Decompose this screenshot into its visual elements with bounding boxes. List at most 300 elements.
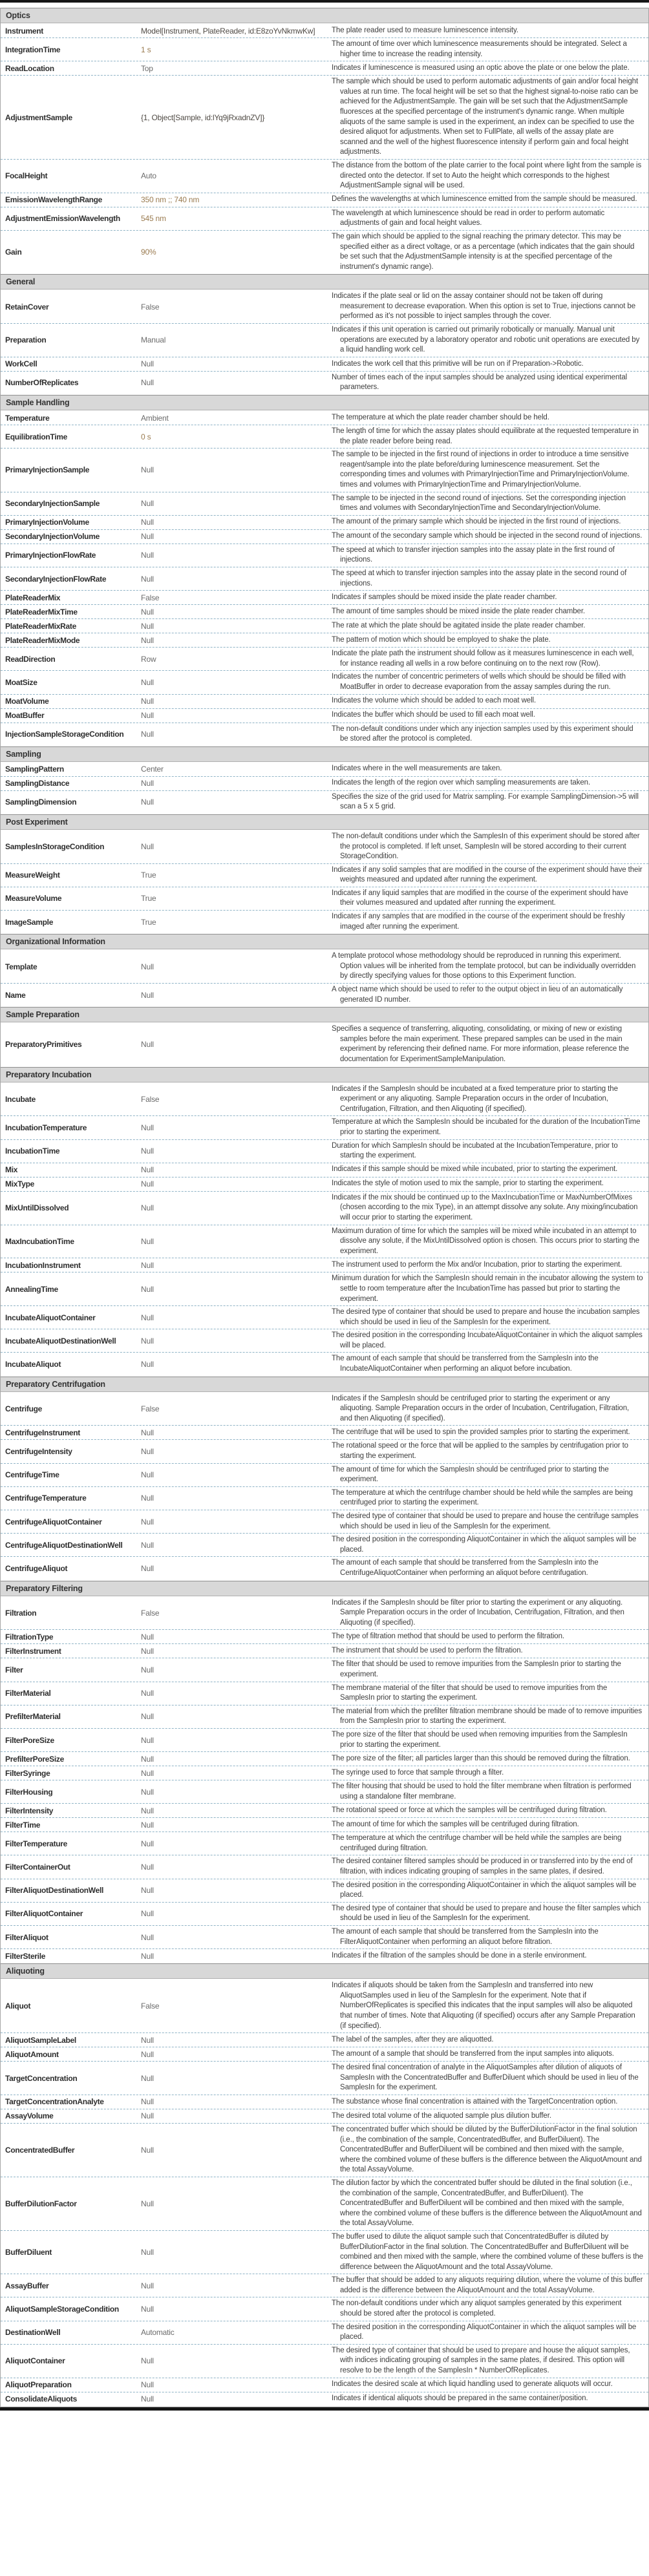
option-value: Null [141,1260,154,1270]
option-value: Null [141,1646,154,1656]
option-description: Indicates if identical aliquots should be prepared in the same container/position. [332,2394,588,2403]
top-border [0,0,649,3]
option-value: Null [141,1886,154,1895]
option-row [1,708,648,723]
options-section [1,934,648,1007]
option-row [1,776,648,790]
option-value: Null [141,1179,154,1189]
option-value: Null [141,1313,154,1322]
option-row [1,529,648,544]
option-description: The amount of time for which the samples will be centrifuged during filtration. [332,1820,579,1828]
option-name: IntegrationTime [5,45,61,54]
option-description: The amount of time for which the SamplesIn should be centrifuged prior to starting the experiment. [332,1465,609,1484]
option-name: SamplingPattern [5,765,64,774]
option-row [1,1305,648,1329]
option-description: The amount of time over which luminescence measurements should be integrated. Select a higher time to increase the reading intensity. [332,40,627,58]
option-description: A object name which should be used to refer to the output object in lieu of an automatically generated ID number. [332,986,623,1004]
option-value: Null [141,1165,154,1175]
option-name: Filter [5,1665,23,1674]
option-value: Null [141,1932,154,1942]
option-description: The non-default conditions under which any injection samples used by this experiment should be stored after the protocol is completed. [332,724,633,743]
option-row [1,2344,648,2378]
option-name: PlateReaderMixMode [5,635,80,645]
option-name: MaxIncubationTime [5,1236,74,1246]
option-row [1,1115,648,1139]
option-name: AdjustmentEmissionWavelength [5,214,120,224]
option-name: DestinationWell [5,2328,61,2338]
option-name: ConsolidateAliquots [5,2394,77,2404]
option-name: SamplesInStorageCondition [5,842,105,852]
option-name: MoatVolume [5,697,49,706]
option-name: MeasureVolume [5,894,62,903]
option-description: The amount of the secondary sample which should be injected in the second round of injections. [332,532,643,540]
option-name: CentrifugeAliquot [5,1563,68,1573]
option-name: SamplingDistance [5,779,70,788]
option-row [1,448,648,491]
option-value: Null [141,1360,154,1369]
option-value: 350 nm ;; 740 nm [141,195,200,205]
option-description: The desired final concentration of analyte in the AliquotSamples after dilution of aliquots of SamplesIn with the ConcentratedBuffer and BufferDiluent which should be used in lieu of the SamplesIn for the experiment. [332,2064,639,2092]
option-row [1,2274,648,2297]
section-header-label: Preparatory Incubation [6,1070,92,1079]
option-name: BufferDilutionFactor [5,2199,77,2208]
option-row [1,1629,648,1643]
option-name: FocalHeight [5,171,48,181]
option-description: The amount of the primary sample which should be injected in the first round of injections. [332,518,621,526]
option-row [1,2297,648,2320]
option-row [1,2061,648,2095]
option-name: CentrifugeTime [5,1470,59,1480]
option-value: Null [141,1712,154,1722]
option-value: False [141,2001,160,2011]
option-value: False [141,1094,160,1104]
option-description: The desired type of container that should be used to prepare and house the filter samples which should be used in lieu of the SamplesIn for the experiment. [332,1904,641,1923]
option-name: FilterHousing [5,1787,53,1797]
option-row [1,618,648,633]
option-value: Null [141,697,154,706]
option-value: Null [141,1863,154,1872]
option-row [1,2109,648,2123]
option-value: Null [141,532,154,542]
option-value: True [141,917,156,927]
section-body [1,949,648,1007]
option-value: 0 s [141,432,151,441]
option-name: MoatSize [5,677,37,687]
option-value: Automatic [141,2328,175,2338]
option-name: FilterAliquotDestinationWell [5,1886,104,1895]
options-section [1,1007,648,1066]
option-name: PlateReaderMix [5,593,61,602]
option-row [1,323,648,357]
option-name: IncubateAliquotDestinationWell [5,1336,116,1346]
option-row [1,2123,648,2177]
option-name: Aliquot [5,2001,31,2011]
option-value: False [141,302,160,311]
option-name: CentrifugeAliquotContainer [5,1517,102,1526]
option-name: PrimaryInjectionSample [5,465,90,475]
option-row [1,1258,648,1272]
option-value: Row [141,654,156,664]
option-value: Null [141,1806,154,1815]
option-value: Null [141,551,154,560]
option-row [1,647,648,670]
option-row [1,1352,648,1375]
option-name: FilterContainerOut [5,1863,70,1872]
option-description: Temperature at which the SamplesIn should be incubated for the duration of the IncubationTime prior to starting the experiment. [332,1118,641,1136]
option-name: MixType [5,1179,35,1189]
option-row [1,1272,648,1305]
option-name: PrimaryInjectionFlowRate [5,551,96,560]
option-name: MixUntilDissolved [5,1203,69,1213]
option-description: Indicates if the mix should be continued up to the MaxIncubationTime or MaxNumberOfMixes (chosen according to the mix Type), in an attempt dissolve any solute. Any mixing/incubation will occur prior to starting the experiment. [332,1193,638,1221]
option-row [1,1925,648,1948]
section-body [1,762,648,814]
option-description: Specifies the size of the grid used for Matrix sampling. For example SamplingDimension->5 will scan a 5 x 5 grid. [332,792,639,811]
option-description: The centrifuge that will be used to spin the provided samples prior to starting the experiment. [332,1428,630,1437]
section-body [1,1082,648,1377]
option-description: The amount of each sample that should be transferred from the SamplesIn into the IncubateAliquotContainer when performing an aliquot before incubation. [332,1355,599,1373]
option-row [1,1643,648,1658]
option-value: Null [141,1203,154,1213]
option-row [1,1425,648,1439]
option-row [1,230,648,273]
option-description: The type of filtration method that should be used to perform the filtration. [332,1632,564,1641]
option-row [1,2378,648,2392]
option-name: Filtration [5,1608,37,1618]
option-row [1,411,648,425]
option-value: Null [141,1236,154,1246]
option-name: PlateReaderMixRate [5,621,76,631]
option-description: The filter housing that should be used to hold the filter membrane when filtration is performed using a standalone filter membrane. [332,1782,632,1800]
option-description: The buffer used to dilute the aliquot sample such that ConcentratedBuffer is diluted by BufferDilutionFactor in the final solution. The ConcentratedBuffer and BufferDiluent will be combined and then mixed with the sample, where the combined volume of these buffers is the difference between the AliquotAmount and the total AssayVolume. [332,2232,643,2271]
option-description: The desired type of container that should be used to prepare and house the aliquot samples, with indices indicating grouping of samples in the same plates, if desired. This option will resolve to be the length of the SamplesIn * NumberOfReplicates. [332,2346,630,2375]
option-value: Null [141,1689,154,1698]
option-name: SamplingDimension [5,797,77,807]
option-description: The desired type of container that should be used to prepare and house the centrifuge samples which should be used in lieu of the SamplesIn for the experiment. [332,1512,639,1530]
section-body [1,1596,648,1964]
option-description: The desired position in the corresponding AliquotContainer in which the aliquot samples will be placed. [332,2323,637,2341]
option-description: Indicate the plate path the instrument should follow as it measures luminescence in each well, for instance reading all wells in a row before continuing on to the next row (Row). [332,649,634,668]
option-row [1,61,648,75]
options-section [1,274,648,395]
option-description: Minimum duration for which the SamplesIn should remain in the incubator allowing the system to settle to room temperature after the IncubationTime has passed but prior to starting the experiment. [332,1274,643,1303]
option-value: Null [141,1951,154,1961]
option-value: Null [141,2380,154,2390]
option-description: Indicates the style of motion used to mix the sample, prior to starting the experiment. [332,1179,604,1188]
option-value: {1, Object[Sample, id:lYq9jRxadnZV]} [141,112,265,122]
option-value: Null [141,359,154,369]
option-description: Indicates if the SamplesIn should be filter prior to starting the experiment or any aliquoting. Sample Preparation occurs in the order of Incubation, Centrifugation, Filtration, and then Aliquoting (if specified). [332,1598,624,1627]
section-header-label: Preparatory Centrifugation [6,1379,105,1389]
option-description: Indicates if any solid samples that are modified in the course of the experiment should have their weights measured and updated after running the experiment. [332,865,643,884]
option-row [1,723,648,746]
option-description: Number of times each of the input samples should be analyzed using identical experimental parameters. [332,373,628,392]
option-description: The rotational speed or force at which the samples will be centrifuged during filtration. [332,1806,607,1814]
section-header-label: Optics [6,11,30,20]
option-value: Null [141,2394,154,2404]
option-value: Null [141,1820,154,1830]
option-value: Null [141,2111,154,2121]
option-row [1,1533,648,1556]
option-row [1,1682,648,1705]
option-value: Null [141,1839,154,1848]
option-value: True [141,871,156,880]
option-name: CentrifugeTemperature [5,1494,87,1503]
option-name: Instrument [5,26,44,36]
option-description: Indicates if luminescence is measured using an optic above the plate or one below the plate. [332,63,630,72]
option-description: The dilution factor by which the concentrated buffer should be diluted in the final solution (i.e., the combination of the sample, ConcentratedBuffer, and BufferDiluent). The ConcentratedBuffer and BufferDiluent will be combined and then mixed with the sample, where the combined volume of these buffers is the difference between the AliquotAmount and the total AssayVolume. [332,2179,642,2228]
option-row [1,492,648,515]
option-value: Null [141,1284,154,1294]
section-header-label: Sample Preparation [6,1010,80,1020]
option-description: The desired position in the corresponding IncubateAliquotContainer in which the aliquot samples will be placed. [332,1331,643,1349]
bottom-border [0,2407,649,2411]
option-row [1,515,648,529]
option-name: ReadDirection [5,654,56,664]
option-name: CentrifugeAliquotDestinationWell [5,1540,123,1550]
option-description: Specifies a sequence of transferring, aliquoting, consolidating, or mixing of new or existing samples before the main experiment. These prepared samples can be used in the main experiment by referencing their defined name. For more information, please reference the documentation for ExperimentSampleManipulation. [332,1025,629,1063]
option-row [1,1225,648,1258]
option-name: MoatBuffer [5,711,45,721]
option-row [1,24,648,37]
section-header [1,1963,648,1979]
option-value: Model[Instrument, PlateReader, id:E8zoYvNkmwKw] [141,26,315,36]
section-header-label: Sample Handling [6,398,70,408]
option-row [1,357,648,371]
option-value: Null [141,518,154,527]
option-value: Ambient [141,413,169,423]
options-section [1,1963,648,2406]
option-description: The sample to be injected in the second round of injections. Set the corresponding injection times and volumes with SecondaryInjectionTime and SecondaryInjectionVolume. [332,494,626,512]
option-row [1,2321,648,2344]
option-value: Null [141,1735,154,1745]
option-row [1,694,648,708]
option-value: Null [141,1470,154,1480]
option-row [1,1948,648,1963]
option-description: Indicates the length of the region over which sampling measurements are taken. [332,779,591,787]
section-header [1,8,648,23]
option-value: Null [141,465,154,475]
option-description: Duration for which SamplesIn should be incubated at the IncubationTemperature, prior to starting the experiment. [332,1141,618,1160]
option-value: Null [141,2097,154,2107]
option-value: Null [141,1665,154,1674]
option-description: A template protocol whose methodology should be reproduced in running this experiment. Option values will be inherited from the template protocol, but can be individually overridden by directly specifying values for those options to this Experiment function. [332,952,636,980]
section-header [1,1007,648,1022]
option-name: Gain [5,248,22,257]
option-row [1,425,648,448]
options-section [1,8,648,274]
option-description: Indicates the volume which should be added to each moat well. [332,697,537,705]
option-value: Null [141,1768,154,1778]
option-description: Indicates if this sample should be mixed while incubated, prior to starting the experiment. [332,1165,618,1174]
option-description: The pattern of motion which should be employed to shake the plate. [332,635,551,644]
option-name: ReadLocation [5,63,54,73]
option-row [1,371,648,394]
option-description: The distance from the bottom of the plate carrier to the focal point where light from the sample is directed onto the detector. If set to Auto the height which corresponds to the highest AdjustmentSample signal will be used. [332,161,642,190]
option-value: Null [141,2248,154,2257]
option-value: Null [141,1040,154,1050]
option-value: Null [141,779,154,788]
option-description: The material from which the prefilter filtration membrane should be made of to remove impurities from the SamplesIn prior to starting the experiment. [332,1707,642,1726]
option-row [1,950,648,983]
option-row [1,1510,648,1533]
option-row [1,2230,648,2274]
option-row [1,983,648,1006]
option-row [1,633,648,647]
option-row [1,1083,648,1116]
option-description: The instrument that should be used to perform the filtration. [332,1647,523,1655]
option-description: The label of the samples, after they are aliquotted. [332,2035,494,2043]
option-name: Temperature [5,413,50,423]
option-name: IncubationTime [5,1146,60,1156]
option-value: Null [141,1632,154,1642]
option-description: The temperature at which the centrifuge chamber will be held while the samples are being centrifuged during filtration. [332,1834,622,1852]
option-name: CentrifugeIntensity [5,1447,72,1457]
option-name: AdjustmentSample [5,112,72,122]
option-row [1,1766,648,1780]
option-row [1,1163,648,1177]
option-row [1,1705,648,1728]
options-section [1,746,648,814]
option-value: Null [141,2073,154,2083]
option-value: Null [141,621,154,631]
option-value: Null [141,730,154,739]
option-value: False [141,1608,160,1618]
option-description: Indicates the work cell that this primitive will be run on if Preparation->Robotic. [332,359,584,368]
option-name: FilterMaterial [5,1689,51,1698]
section-body [1,1979,648,2406]
option-description: The desired total volume of the aliquoted sample plus dilution buffer. [332,2111,551,2120]
option-row [1,1139,648,1163]
section-header [1,934,648,949]
option-row [1,910,648,933]
option-description: The membrane material of the filter that should be used to remove impurities from the SamplesIn prior to starting the experiment. [332,1684,608,1702]
option-row [1,2177,648,2230]
option-value: Null [141,1540,154,1550]
option-row [1,193,648,207]
option-row [1,1817,648,1832]
option-value: 90% [141,248,156,257]
option-value: Null [141,1494,154,1503]
option-value: Null [141,677,154,687]
section-header-label: Organizational Information [6,937,105,947]
option-name: AliquotAmount [5,2049,59,2059]
option-row [1,1728,648,1751]
option-description: The speed at which to transfer injection samples into the assay plate in the first round of injections. [332,545,615,564]
section-body [1,290,648,395]
option-name: EmissionWavelengthRange [5,195,103,205]
option-row [1,1803,648,1817]
option-value: Null [141,1336,154,1346]
option-row [1,1463,648,1486]
option-description: The amount of each sample that should be transferred from the SamplesIn into the CentrifugeAliquotContainer when performing an aliquot before centrifugation. [332,1559,599,1577]
option-description: The desired type of container that should be used to prepare and house the incubation samples which should be used in lieu of the SamplesIn for the experiment. [332,1308,640,1326]
option-value: Null [141,2199,154,2208]
option-description: The amount of time samples should be mixed inside the plate reader chamber. [332,607,586,615]
option-name: FilterSyringe [5,1768,50,1778]
option-row [1,1832,648,1855]
option-name: ImageSample [5,917,54,927]
option-row [1,590,648,604]
options-table [0,8,649,2407]
options-section [1,395,648,746]
option-name: PlateReaderMixTime [5,607,78,617]
option-name: PrefilterPoreSize [5,1754,64,1764]
option-description: The non-default conditions under which the SamplesIn of this experiment should be stored after the protocol is completed. If left unset, SamplesIn will be stored according to their current StorageCondition. [332,832,640,861]
option-description: The amount of a sample that should be transferred from the input samples into aliquots. [332,2049,614,2058]
option-description: Indicates if the plate seal or lid on the assay container should not be taken off during measurement to decrease evaporation. When this option is set to True, injections cannot be performed as it's not possible to inject samples through the cover. [332,292,636,321]
option-description: The temperature at which the centrifuge chamber should be held while the samples are being centrifuged prior to starting the experiment. [332,1488,633,1507]
option-description: Indicates the desired scale at which liquid handling used to generate aliquots will occur. [332,2380,613,2389]
option-name: IncubationTemperature [5,1123,87,1132]
option-value: Null [141,990,154,1000]
option-description: The sample to be injected in the first round of injections in order to introduce a time sensitive reagent/sample into the plate before/during luminescence measurement. Set the corresponding times and volumes with PrimaryInjectionTime and PrimaryInjectionVolume. times and volumes with PrimaryInjectionTime and PrimaryInjectionVolume. [332,450,630,489]
section-header-label: Sampling [6,749,41,759]
option-value: Null [141,1428,154,1437]
option-description: The pore size of the filter; all particles larger than this should be removed during the filtration. [332,1754,630,1762]
option-name: IncubationInstrument [5,1260,81,1270]
option-value: Null [141,962,154,971]
option-value: Null [141,574,154,584]
option-name: Mix [5,1165,18,1175]
section-body [1,1022,648,1066]
option-row [1,2392,648,2406]
option-value: Null [141,2305,154,2314]
option-value: 1 s [141,45,151,54]
section-header-label: Post Experiment [6,817,68,827]
options-section [1,1377,648,1581]
option-name: BufferDiluent [5,2248,52,2257]
option-row [1,1177,648,1191]
option-name: FilterSterile [5,1951,46,1961]
option-name: MeasureWeight [5,871,60,880]
option-row [1,1329,648,1352]
option-row [1,1556,648,1579]
option-description: The wavelength at which luminescence should be read in order to perform automatic adjustments of gain and focal height values. [332,209,605,227]
option-description: The length of time for which the assay plates should equilibrate at the requested temperature in the plate reader before being read. [332,427,639,445]
option-description: Indicates if any liquid samples that are modified in the course of the experiment should have their volumes measured and updated after running the experiment. [332,889,628,907]
option-name: FilterAliquotContainer [5,1909,83,1919]
option-name: CentrifugeInstrument [5,1428,81,1437]
option-value: Auto [141,171,156,181]
option-name: InjectionSampleStorageCondition [5,730,124,739]
option-name: SecondaryInjectionFlowRate [5,574,107,584]
option-description: The desired position in the corresponding AliquotContainer in which the aliquot samples will be placed. [332,1536,637,1554]
section-header [1,1377,648,1392]
option-value: Null [141,1909,154,1919]
option-description: The gain which should be applied to the signal reaching the primary detector. This may be specified either as a direct voltage, or as a percentage (which indicates that the gain should be set such that the AdjustmentSample intensity is at the specified percentage of the instrument's dynamic range). [332,232,635,271]
option-name: PrimaryInjectionVolume [5,518,89,527]
option-row [1,290,648,323]
option-description: The pore size of the filter that should be used when removing impurities from the SamplesIn prior to starting the experiment. [332,1730,628,1749]
option-row [1,2047,648,2061]
option-row [1,2032,648,2047]
option-value: Null [141,607,154,617]
option-value: Null [141,499,154,509]
option-description: The sample which should be used to perform automatic adjustments of gain and/or focal height values at run time. The focal height will be set so that the highest signal-to-noise ratio can be achieved for the AdjustmentSample. The gain will be set such that the AdjustmentSample fluoresces at the specified percentage of the instrument's dynamic range. When multiple aliquots of the same sample is used in the experiment, an index can be specified to use the desired aliquot for adjustments. When set to FullPlate, all wells of the assay plate are scanned and the well of the highest fluorescence intensity if perform gain and focal height adjustments. [332,78,639,156]
option-name: FilterAliquot [5,1932,48,1942]
option-description: Indicates if aliquots should be taken from the SamplesIn and transferred into new AliquotSamples used in lieu of the SamplesIn for the experiment. Note that if NumberOfReplicates is specified this indicates that the input samples will also be aliquoted that number of times. Note that Aliquoting (if specified) occurs after any Sample Preparation (if specified). [332,1981,635,2030]
option-value: Null [141,1563,154,1573]
option-description: Indicates if this unit operation is carried out primarily robotically or manually. Manual unit operations are executed by a laboratory operator and robotic unit operations are executed by a liquid handling work cell. [332,326,640,354]
option-value: Null [141,1123,154,1132]
option-name: WorkCell [5,359,37,369]
option-name: AnnealingTime [5,1284,58,1294]
option-value: False [141,1404,160,1414]
section-header [1,746,648,762]
option-row [1,830,648,863]
option-value: Null [141,711,154,721]
